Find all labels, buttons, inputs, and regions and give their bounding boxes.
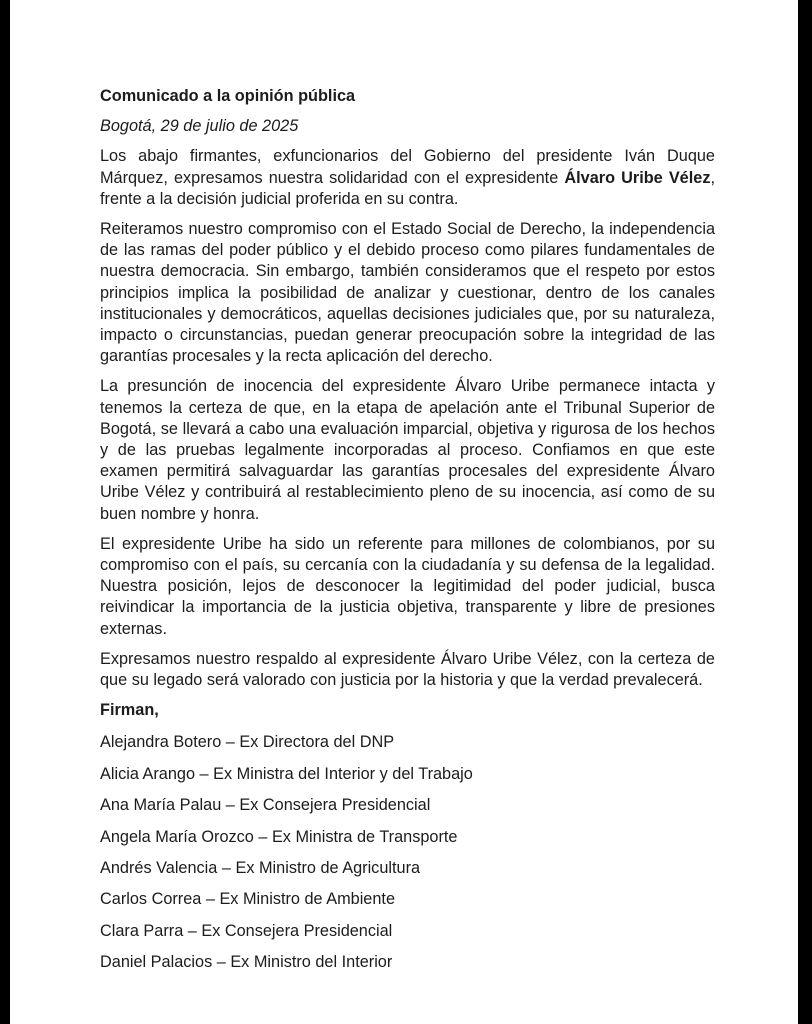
document-page [10,0,798,1024]
paragraph-support: Expresamos nuestro respaldo al expresidente Álvaro Uribe Vélez, con la certeza de que su legado será valorado con justicia por la historia y que la verdad prevalecerá. [100,649,715,690]
bold-name: Álvaro Uribe Vélez [564,168,711,187]
paragraph-1-text-after: , frente a la decisión judicial proferida en su contra. [100,168,715,208]
signatory-item: Carlos Correa – Ex Ministro de Ambiente [100,890,395,909]
signatory-item: Alejandra Botero – Ex Directora del DNP [100,733,395,752]
paragraph-presumption: La presunción de inocencia del expresidente Álvaro Uribe permanece intacta y tenemos la certeza de que, en la etapa de apelación ante el Tribunal Superior de Bogotá, se llevará a cabo una evaluación imparcial, objetiva y rigurosa de los hechos y de las pruebas legalmente incorporadas al proceso. Confiamos en que este examen permitirá salvaguardar las garantías procesales del expresidente Álvaro Uribe Vélez y contribuirá al restablecimiento pleno de su inocencia, así como de su buen nombre y honra. [100,377,715,523]
paragraph-solidarity [100,146,715,210]
paragraph-1-text-before: Los abajo firmantes, exfuncionarios del Gobierno del presidente Iván Duque Márquez, expresamos nuestra solidaridad con el expresidente [100,147,715,187]
signatory-item: Alicia Arango – Ex Ministra del Interior y del Trabajo [100,764,473,783]
signatory-item: Ana María Palau – Ex Consejera Presidencial [100,796,431,815]
document-date: Bogotá, 29 de julio de 2025 [100,117,299,136]
signatory-item: Daniel Palacios – Ex Ministro del Interior [100,953,393,972]
signatory-item: Andrés Valencia – Ex Ministro de Agricultura [100,859,421,878]
signatures-heading: Firman, [100,701,159,720]
paragraph-commitment: Reiteramos nuestro compromiso con el Estado Social de Derecho, la independencia de las ramas del poder público y el debido proceso como pilares fundamentales de nuestra democracia. Sin embargo, también consideramos que el respeto por estos principios implica la posibilidad de analizar y cuestionar, dentro de los canales institucionales y democráticos, aquellas decisiones judiciales que, por su naturaleza, impacto o circunstancias, puedan generar preocupación sobre la integridad de las garantías procesales y la recta aplicación del derecho. [100,220,715,366]
signatory-item: Angela María Orozco – Ex Ministra de Transporte [100,827,458,846]
signatory-list [100,732,715,973]
signatory-item: Clara Parra – Ex Consejera Presidencial [100,921,393,940]
paragraph-referent: El expresidente Uribe ha sido un referente para millones de colombianos, por su compromiso con el país, su cercanía con la ciudadanía y su defensa de la legalidad. Nuestra posición, lejos de desconocer la legitimidad del poder judicial, busca reivindicar la importancia de la justicia objetiva, transparente y libre de presiones externas. [100,534,715,638]
document-title: Comunicado a la opinión pública [100,87,356,105]
